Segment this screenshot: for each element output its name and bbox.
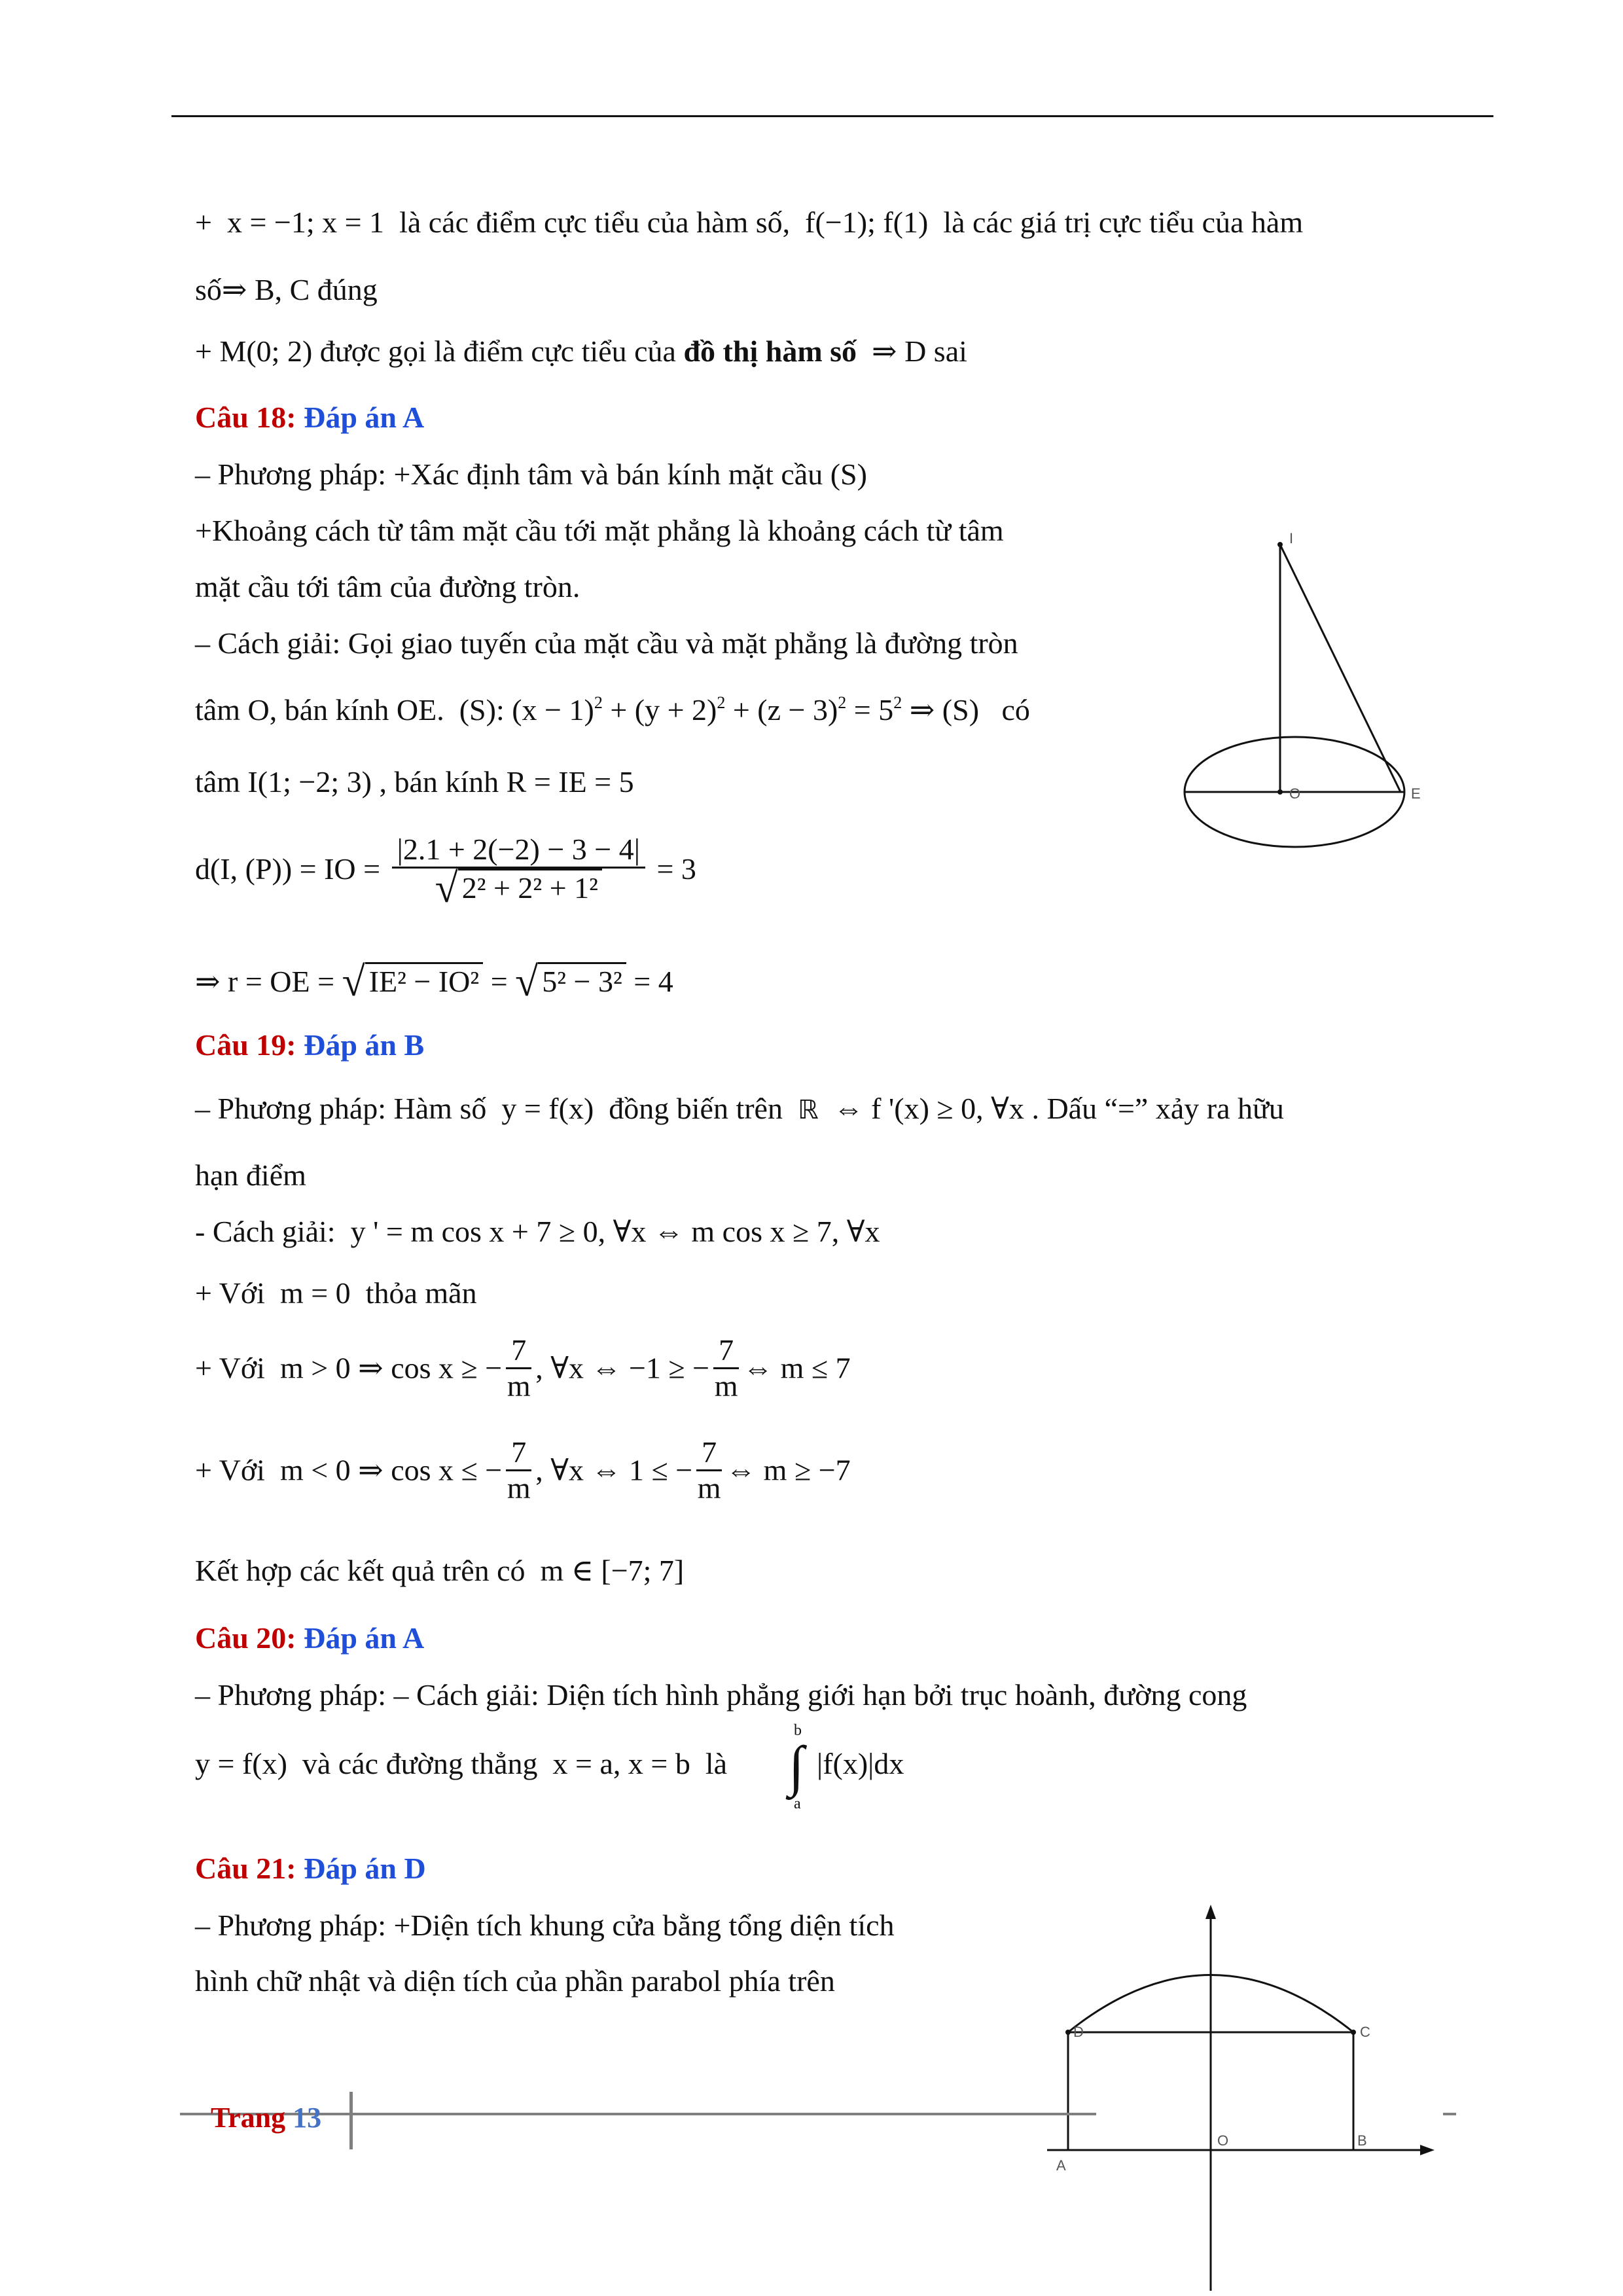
line-1: + x = −1; x = 1 là các điểm cực tiểu của hàm số, f(−1); f(1) là các giá trị cực tiểu của hàm [195, 206, 1304, 239]
line-3: + M(0; 2) được gọi là điểm cực tiểu của đồ thị hàm số ⇒ D sai [195, 334, 967, 368]
q18-heading: Câu 18: Đáp án A [195, 401, 425, 434]
fig-label-o: O [1289, 785, 1301, 802]
q18-p2: +Khoảng cách từ tâm mặt cầu tới mặt phẳng là khoảng cách từ tâm [195, 514, 1004, 547]
q21-heading: Câu 21: Đáp án D [195, 1852, 426, 1885]
q18-p6: tâm I(1; −2; 3) , bán kính R = IE = 5 [195, 765, 634, 798]
q21-p2: hình chữ nhật và diện tích của phần parabol phía trên [195, 1964, 835, 1998]
fig-label-i: I [1289, 530, 1294, 547]
q19-p2: hạn điểm [195, 1158, 306, 1192]
footer-rule-end [1443, 2113, 1456, 2115]
integral-upper-limit: b [794, 1722, 802, 1739]
q18-p5: tâm O, bán kính OE. (S): $(x - 1)^2 + (y + 2)^2 + (z - 3)^2 = 5^2$ ⇒ (S) có [195, 693, 1030, 726]
integral-sign [789, 1723, 815, 1814]
q19-p6: + Với m < 0 ⇒ cos x ≤ − $\frac{7}{m}$ , ∀x ⇔ 1 ≤ − $\frac{7}{m}$ ⇔ m ≥ −7 [195, 1435, 851, 1505]
q20-p1: – Phương pháp: – Cách giải: Diện tích hình phẳng giới hạn bởi trục hoành, đường cong [195, 1678, 1247, 1712]
fig-label-b: B [1357, 2132, 1367, 2149]
line-2: số⇒ B, C đúng [195, 273, 378, 306]
sphere-section-figure [1152, 511, 1453, 877]
q19-heading: Câu 19: Đáp án B [195, 1028, 425, 1062]
fig-label-a: A [1056, 2157, 1066, 2174]
q19-p7: Kết hợp các kết quả trên có m ∈ [−7; 7] [195, 1554, 685, 1587]
q19-p4: + Với m = 0 thỏa mãn [195, 1276, 477, 1310]
q19-p1: – Phương pháp: Hàm số y = f(x) đồng biến trên ℝ ⇔ f '(x) ≥ 0, ∀x . Dấu “=” xảy ra hữu [195, 1092, 1284, 1125]
q18-p1: – Phương pháp: +Xác định tâm và bán kính mặt cầu (S) [195, 457, 867, 491]
page-number: Trang 13 [211, 2102, 322, 2134]
fig-label-e: E [1411, 785, 1421, 802]
fig-label-c: C [1360, 2024, 1370, 2040]
fig-label-o2: O [1217, 2132, 1229, 2149]
integral-symbol: ∫ [789, 1734, 804, 1797]
q18-p4: – Cách giải: Gọi giao tuyến của mặt cầu và mặt phẳng là đường tròn [195, 626, 1018, 660]
q20-p2: y = f(x) và các đường thẳng x = a, x = b là [195, 1747, 728, 1780]
integral-lower-limit: a [794, 1795, 801, 1812]
q18-distance: d(I, (P)) = IO = $\frac{|2.1 + 2(-2) - 3 - 4|}{\text{√ 2² + 2² + 1²}}$ = 3 [195, 833, 696, 911]
footer-divider [349, 2092, 353, 2149]
q21-p1: – Phương pháp: +Diện tích khung cửa bằng tổng diện tích [195, 1909, 895, 1942]
header-rule [171, 115, 1493, 117]
window-frame-figure [1034, 1898, 1440, 2296]
integral-body: |f(x)|dx [817, 1747, 904, 1780]
fig-label-d: D [1073, 2024, 1084, 2040]
q19-p5: + Với m > 0 ⇒ cos x ≥ − $\frac{7}{m}$ , ∀x ⇔ −1 ≥ − $\frac{7}{m}$ ⇔ m ≤ 7 [195, 1333, 851, 1403]
q18-radius: ⇒ r = OE = √ IE² − IO² = √ 5² − 3² = 4 [195, 958, 673, 1005]
q18-p3: mặt cầu tới tâm của đường tròn. [195, 570, 580, 603]
q19-p3: - Cách giải: y ' = m cos x + 7 ≥ 0, ∀x ⇔ m cos x ≥ 7, ∀x [195, 1215, 880, 1248]
q20-heading: Câu 20: Đáp án A [195, 1621, 425, 1655]
